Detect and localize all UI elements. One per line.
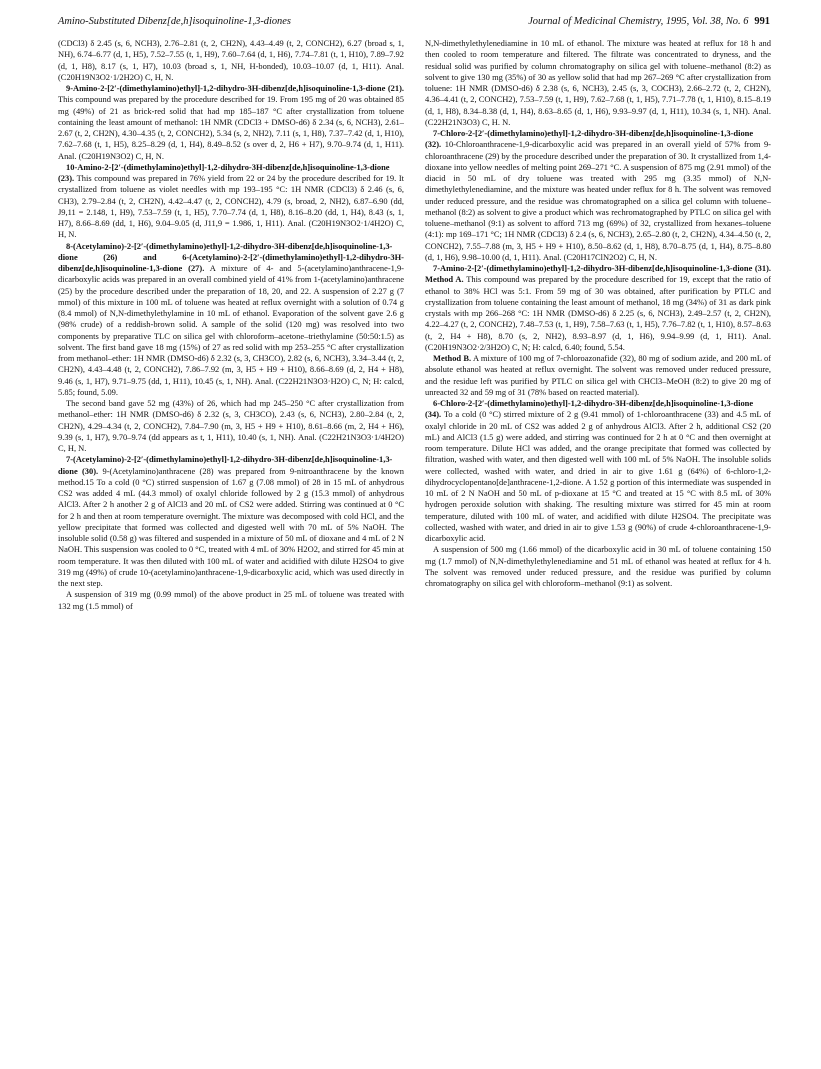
paragraph-text: To a cold (0 °C) stirred mixture of 2 g (9.41 mmol) of 1-chloroanthracene (33) and 4.5 mL of oxalyl chloride in 20 mL of CS2 was added 2 g of anhydrous AlCl3. After 2 h, additional CS2 (20 mL) and AlCl3 (1.5 g) were added, and stirring was continued for 2 h at 0 °C and then overnight at room temperature. Dilute HCl was added, and the orange precipitate that formed was collected by filtration, washed with water, and then digested well with 100 mL of 5% NaOH. The insoluble solids were collected, washed with water, and dried in air to give 1.61 g (64%) of 6-chloro-1,2-dihydrocyclopentano[de]anthracene-1,2-dione. A 1.52 g portion of this intermediate was suspended in 10 mL of 2 N NaOH and 50 mL of p-dioxane at 15 °C and treated at 15 °C with 8.5 mL of 30% hydrogen peroxide solution with shaking. The resulting mixture was stirred for 45 min at room temperature, diluted with 100 mL of water, and acidified with dilute H2SO4. The precipitate was collected, washed with water, and dried in air to give 1.53 g (90%) of crude 4-chloroanthracene-1,9-dicarboxylic acid.: [425, 409, 771, 543]
paragraph: [425, 353, 771, 398]
paragraph-text: A mixture of 100 mg of 7-chloroazonafide (32), 80 mg of sodium azide, and 200 mL of absolute ethanol was heated at reflux overnight. The solvent was removed under reduced pressure, and the residue left was purified by PTLC on silica gel with CHCl3–MeOH (8:2) to give 20 mg of unreacted 32 and 59 mg of 31 (78% based on reacted material).: [425, 353, 771, 397]
paragraph-text: 9-(Acetylamino)anthracene (28) was prepared from 9-nitroanthracene by the known method.15 To a cold (0 °C) stirred suspension of 1.67 g (7.08 mmol) of 28 in 15 mL of anhydrous CS2 was added 4 mL (44.3 mmol) of oxalyl chloride followed by 2 g (15.3 mmol) of anhydrous AlCl3. After 2 h another 2 g of AlCl3 and 20 mL of CS2 were added. Stirring was continued at 0 °C for 2 h and then at room temperature overnight. The mixture was decomposed with cold HCl, and the yellow precipitate that formed was collected and digested well with 70 mL of 5% NaOH. The insoluble solid (0.58 g) was filtered and suspended in a mixture of 50 mL of dioxane and 4 mL of 2 N NaOH. This suspension was cooled to 0 °C, treated with 4 mL of 30% H2O2, and stirred for 45 min at room temperature. It was then diluted with 100 mL of water and acidified with dilute H2SO4 to give 319 mg (49%) of crude 10-(acetylamino)anthracene-1,9-dicarboxylic acid, which was used directly in the next step.: [58, 465, 404, 588]
paragraph: [58, 83, 404, 162]
compound-heading: 8-(Acetylamino)-2-[2′-(dimethylamino)ethyl]-1,2-dihydro-3H-dibenz[de,h]isoquinoline-1,3-dione (26) and 6-(Acetylamino)-2-[2′-(dimethylamino)ethyl]-1,2-dihydro-3H-dibenz[de,h]isoquinoline-1,3-dione (27).: [58, 240, 404, 273]
paragraph-text: This compound was prepared by the procedure described for 19. From 195 mg of 20 was obtained 85 mg (49%) of 21 as brick-red solid that had mp 185–187 °C after crystallization from toluene containing the least amount of methanol: 1H NMR (CDCl3 + DMSO-d6) δ 2.34 (s, 6, NCH3), 2.61–2.67 (t, 2, CH2N), 4.30–4.35 (t, 2, CONCH2), 5.34 (s, 2, NH2), 7.11 (s, 1, H8), 7.37–7.42 (d, 1, H10), 7.62–7.68 (t, 1, H5), 8.25–8.29 (d, 1, H4), 8.49–8.52 (s over d, 2, H6 + H7), 9.70–9.74 (d, 1, H11). Anal. (C20H19N3O2) C, H, N.: [58, 94, 404, 161]
paragraph: [425, 544, 771, 589]
paragraph: [425, 398, 771, 544]
running-title: Amino-Substituted Dibenz[de,h]isoquinoline-1,3-diones: [58, 16, 291, 27]
paragraph-text: (CDCl3) δ 2.45 (s, 6, NCH3), 2.76–2.81 (t, 2, CH2N), 4.43–4.49 (t, 2, CONCH2), 6.27 (broad s, 1, NH), 6.74–6.77 (d, 1, H5), 7.52–7.55 (t, 1, H9), 7.60–7.64 (d, 1, H6), 7.74–7.81 (t, 1, H10), 7.89–7.92 (d, 1, H8), 8.17 (s, 1, H7), 10.03 (broad s, 1, NH, H-bonded), 10.03–10.07 (d, 1, H11). Anal. (C20H19N3O2·1/2H2O) C, H, N.: [58, 38, 404, 82]
paragraph-text: A mixture of 4- and 5-(acetylamino)anthracene-1,9-dicarboxylic acids was prepared in an overall combined yield of 41% from 1-(acetylamino)anthracene (25) by the procedure described under the preparation of 18, 20, and 22. A suspension of 2.27 g (7 mmol) of this mixture in 100 mL of toluene was heated at reflux overnight with a solution of 0.74 g (8.4 mmol) of N,N-dimethylethylamine in 10 mL of ethanol. Evaporation of the solvent gave 2.6 g (98% crude) of a reddish-brown solid. A sample of the solid (120 mg) was resolved into two components by preparative TLC on silica gel with chloroform–acetone–triethylamine (50:50:1.5) as solvent. The first band gave 18 mg (15%) of 27 as red solid with mp 253–255 °C after crystallization from methanol–ether: 1H NMR (DMSO-d6) δ 2.32 (s, 3, CH3CO), 2.82 (s, 6, NCH3), 3.34–3.44 (t, 2, CH2N), 4.43–4.48 (t, 2, CONCH2), 7.86–7.92 (m, 3, H5 + H9 + H10), 8.66–8.69 (d, 2, H4 + H8), 9.46 (s, 1, H7), 9.71–9.75 (dd, 1, H11), 10.45 (s, 1, NH). Anal. (C22H21N3O3·H2O) C, N; H: calcd, 5.85; found, 5.09.: [58, 263, 404, 397]
paragraph: [58, 398, 404, 454]
compound-heading: 6-Chloro-2-[2′-(dimethylamino)ethyl]-1,2-dihydro-3H-dibenz[de,h]isoquinoline-1,3-dione (34).: [425, 398, 754, 420]
paragraph: [58, 162, 404, 241]
right-column: [425, 38, 771, 1048]
compound-heading: 7-(Acetylamino)-2-[2′-(dimethylamino)ethyl]-1,2-dihydro-3H-dibenz[de,h]isoquinoline-1,3-dione (30).: [58, 454, 393, 476]
paragraph-text: 10-Chloroanthracene-1,9-dicarboxylic acid was prepared in an overall yield of 57% from 9-chloroanthracene (29) by the procedure described under the preparation of 30. It crystallized from 1,4-dioxane into yellow needles of melting point 269–271 °C. A suspension of 875 mg (2.91 mmol) of the diacid in 50 mL of dry toluene was treated with 295 mg (3.35 mmol) of N,N-dimethylethylenediamine, and the mixture was heated under reflux for 8 h. The solvent was removed under reduced pressure, and the residue was chromatographed on a silica gel column with toluene–methanol (8:2) as solvent to give a product which was rechromatographed by PTLC on silica gel with toluene–methanol (9:1) as solvent to afford 713 mg (69%) of 32, crystallized from hexanes–toluene (4:1): mp 169–171 °C; 1H NMR (CDCl3) δ 2.4 (s, 6, NCH3), 2.65–2.80 (t, 2, CH2N), 4.34–4.50 (t, 2, CONCH2), 7.55–7.88 (m, 3, H5 + H9 + H10), 8.50–8.62 (d, 1, H8), 8.70–8.75 (d, 1, H4), 8.75–8.80 (d, 1, H6), 9.98–10.00 (d, 1, H11). Anal. (C20H17ClN2O2) C, H, N.: [425, 139, 771, 262]
paragraph: [58, 454, 404, 589]
journal-citation: [528, 16, 770, 27]
paragraph-text: N,N-dimethylethylenediamine in 10 mL of ethanol. The mixture was heated at reflux for 18 h and then cooled to room temperature and filtered. The filtrate was concentrated to dryness, and the residual solid was purified by column chromatography on silica gel with toluene–methanol (8:2) as solvent to give 130 mg (35%) of 30 as yellow solid that had mp 267–269 °C after crystallization from toluene: 1H NMR (DMSO-d6) δ 2.38 (s, 6, NCH3), 2.45 (s, 3, COCH3), 2.66–2.72 (t, 2, CH2N), 4.36–4.41 (t, 2, CONCH2), 7.53–7.59 (t, 1, H9), 7.62–7.68 (t, 1, H5), 7.71–7.78 (t, 1, H10), 8.15–8.19 (d, 1, H8), 8.34–8.38 (d, 1, H4), 8.63–8.65 (d, 1, H6), 9.93–9.97 (d, 1, H11), 10.34 (s, 1, NH). Anal. (C22H21N3O3) C, H. N.: [425, 38, 771, 127]
paragraph-text: A suspension of 500 mg (1.66 mmol) of the dicarboxylic acid in 30 mL of toluene containing 150 mg (1.7 mmol) of N,N-dimethylethylenediamine and 51 mL of ethanol was heated at reflux for 4 h. The solvent was removed under reduced pressure, and the residue was purified by column chromatography on silica gel with chloroform–methanol (9:1) as solvent.: [425, 544, 771, 588]
compound-heading: 7-Amino-2-[2′-(dimethylamino)ethyl]-1,2-dihydro-3H-dibenz[de,h]isoquinoline-1,3-dione (31). Method A.: [425, 263, 771, 285]
paragraph-text: This compound was prepared by the procedure described for 19, except that the ratio of ethanol to 38% HCl was 5:1. From 59 mg of 30 was obtained, after purification by PTLC and crystallization from toluene containing the least amount of methanol, 18 mg (34%) of 31 as dark pink crystals with mp 266–268 °C: 1H NMR (DMSO-d6) δ 2.25 (s, 6, NCH3), 2.49–2.57 (t, 2, CH2N), 4.22–4.27 (t, 2, CONCH2), 7.48–7.53 (t, 1, H9), 7.58–7.63 (t, 1, H5), 7.76–7.82 (t, 1, H10), 8.57–8.63 (t, 2, H4 + H8), 8.70 (s, 2, NH2), 8.93–8.97 (d, 1, H6), 9.94–9.99 (d, 1, H11). Anal. (C20H19N3O2·2/3H2O) C, N; H: calcd, 6.40; found, 5.54.: [425, 274, 771, 352]
compound-heading: 9-Amino-2-[2′-(dimethylamino)ethyl]-1,2-dihydro-3H-dibenz[de,h]isoquinoline-1,3-dione (21).: [66, 83, 404, 93]
compound-heading: 7-Chloro-2-[2′-(dimethylamino)ethyl]-1,2-dihydro-3H-dibenz[de,h]isoquinoline-1,3-dione (32).: [425, 128, 754, 150]
compound-heading: Method B.: [433, 353, 472, 363]
paragraph: [425, 38, 771, 128]
page-header: [58, 16, 770, 32]
left-column: [58, 38, 404, 1048]
paragraph: [425, 128, 771, 263]
compound-heading: 10-Amino-2-[2′-(dimethylamino)ethyl]-1,2-dihydro-3H-dibenz[de,h]isoquinoline-1,3-dione (23).: [58, 161, 390, 183]
paragraph: [58, 38, 404, 83]
paragraph-text: This compound was prepared in 76% yield from 22 or 24 by the procedure described for 19. It crystallized from toluene as violet needles with mp 193–195 °C: 1H NMR (CDCl3) δ 2.46 (s, 6, CH3), 2.79–2.84 (t, 2, CH2N), 4.42–4.47 (t, 2, CONCH2), 4.79 (s, broad, 2, NH2), 6.87–6.90 (dd, J9,11 = 2.148, 1, H9), 7.53–7.59 (t, 1, H5), 7.70–7.74 (d, 1, H8), 8.16–8.20 (dd, 1, H4), 8.43 (s, 1, H7), 8.66–8.69 (dd, 1, H6), 9.04–9.05 (d, J11,9 = 1.986, 1, H11). Anal. (C20H19N3O2·1/4H2O) C, H, N.: [58, 173, 404, 240]
paragraph: [58, 589, 404, 612]
paragraph-text: The second band gave 52 mg (43%) of 26, which had mp 245–250 °C after crystallization from methanol–ether: 1H NMR (DMSO-d6) δ 2.32 (s, 3, CH3CO), 2.43 (s, 6, NCH3), 2.80–2.84 (t, 2, CH2N), 4.29–4.34 (t, 2, CONCH2), 7.84–7.90 (m, 3, H5 + H9 + H10), 8.61–8.66 (m, 2, H4 + H6), 9.39 (s, 1, H7), 9.70–9.74 (dd appears as t, 1, H11), 10.40 (s, 1, NH). Anal. (C22H21N3O3·1/4H2O) C, H, N.: [58, 398, 404, 453]
journal-name: Journal of Medicinal Chemistry, 1995, Vol. 38, No. 6: [528, 16, 749, 27]
page-number: 991: [754, 16, 770, 27]
paragraph-text: A suspension of 319 mg (0.99 mmol) of the above product in 25 mL of toluene was treated with 132 mg (1.5 mmol) of: [58, 589, 404, 611]
paragraph: [425, 263, 771, 353]
paragraph: [58, 241, 404, 399]
